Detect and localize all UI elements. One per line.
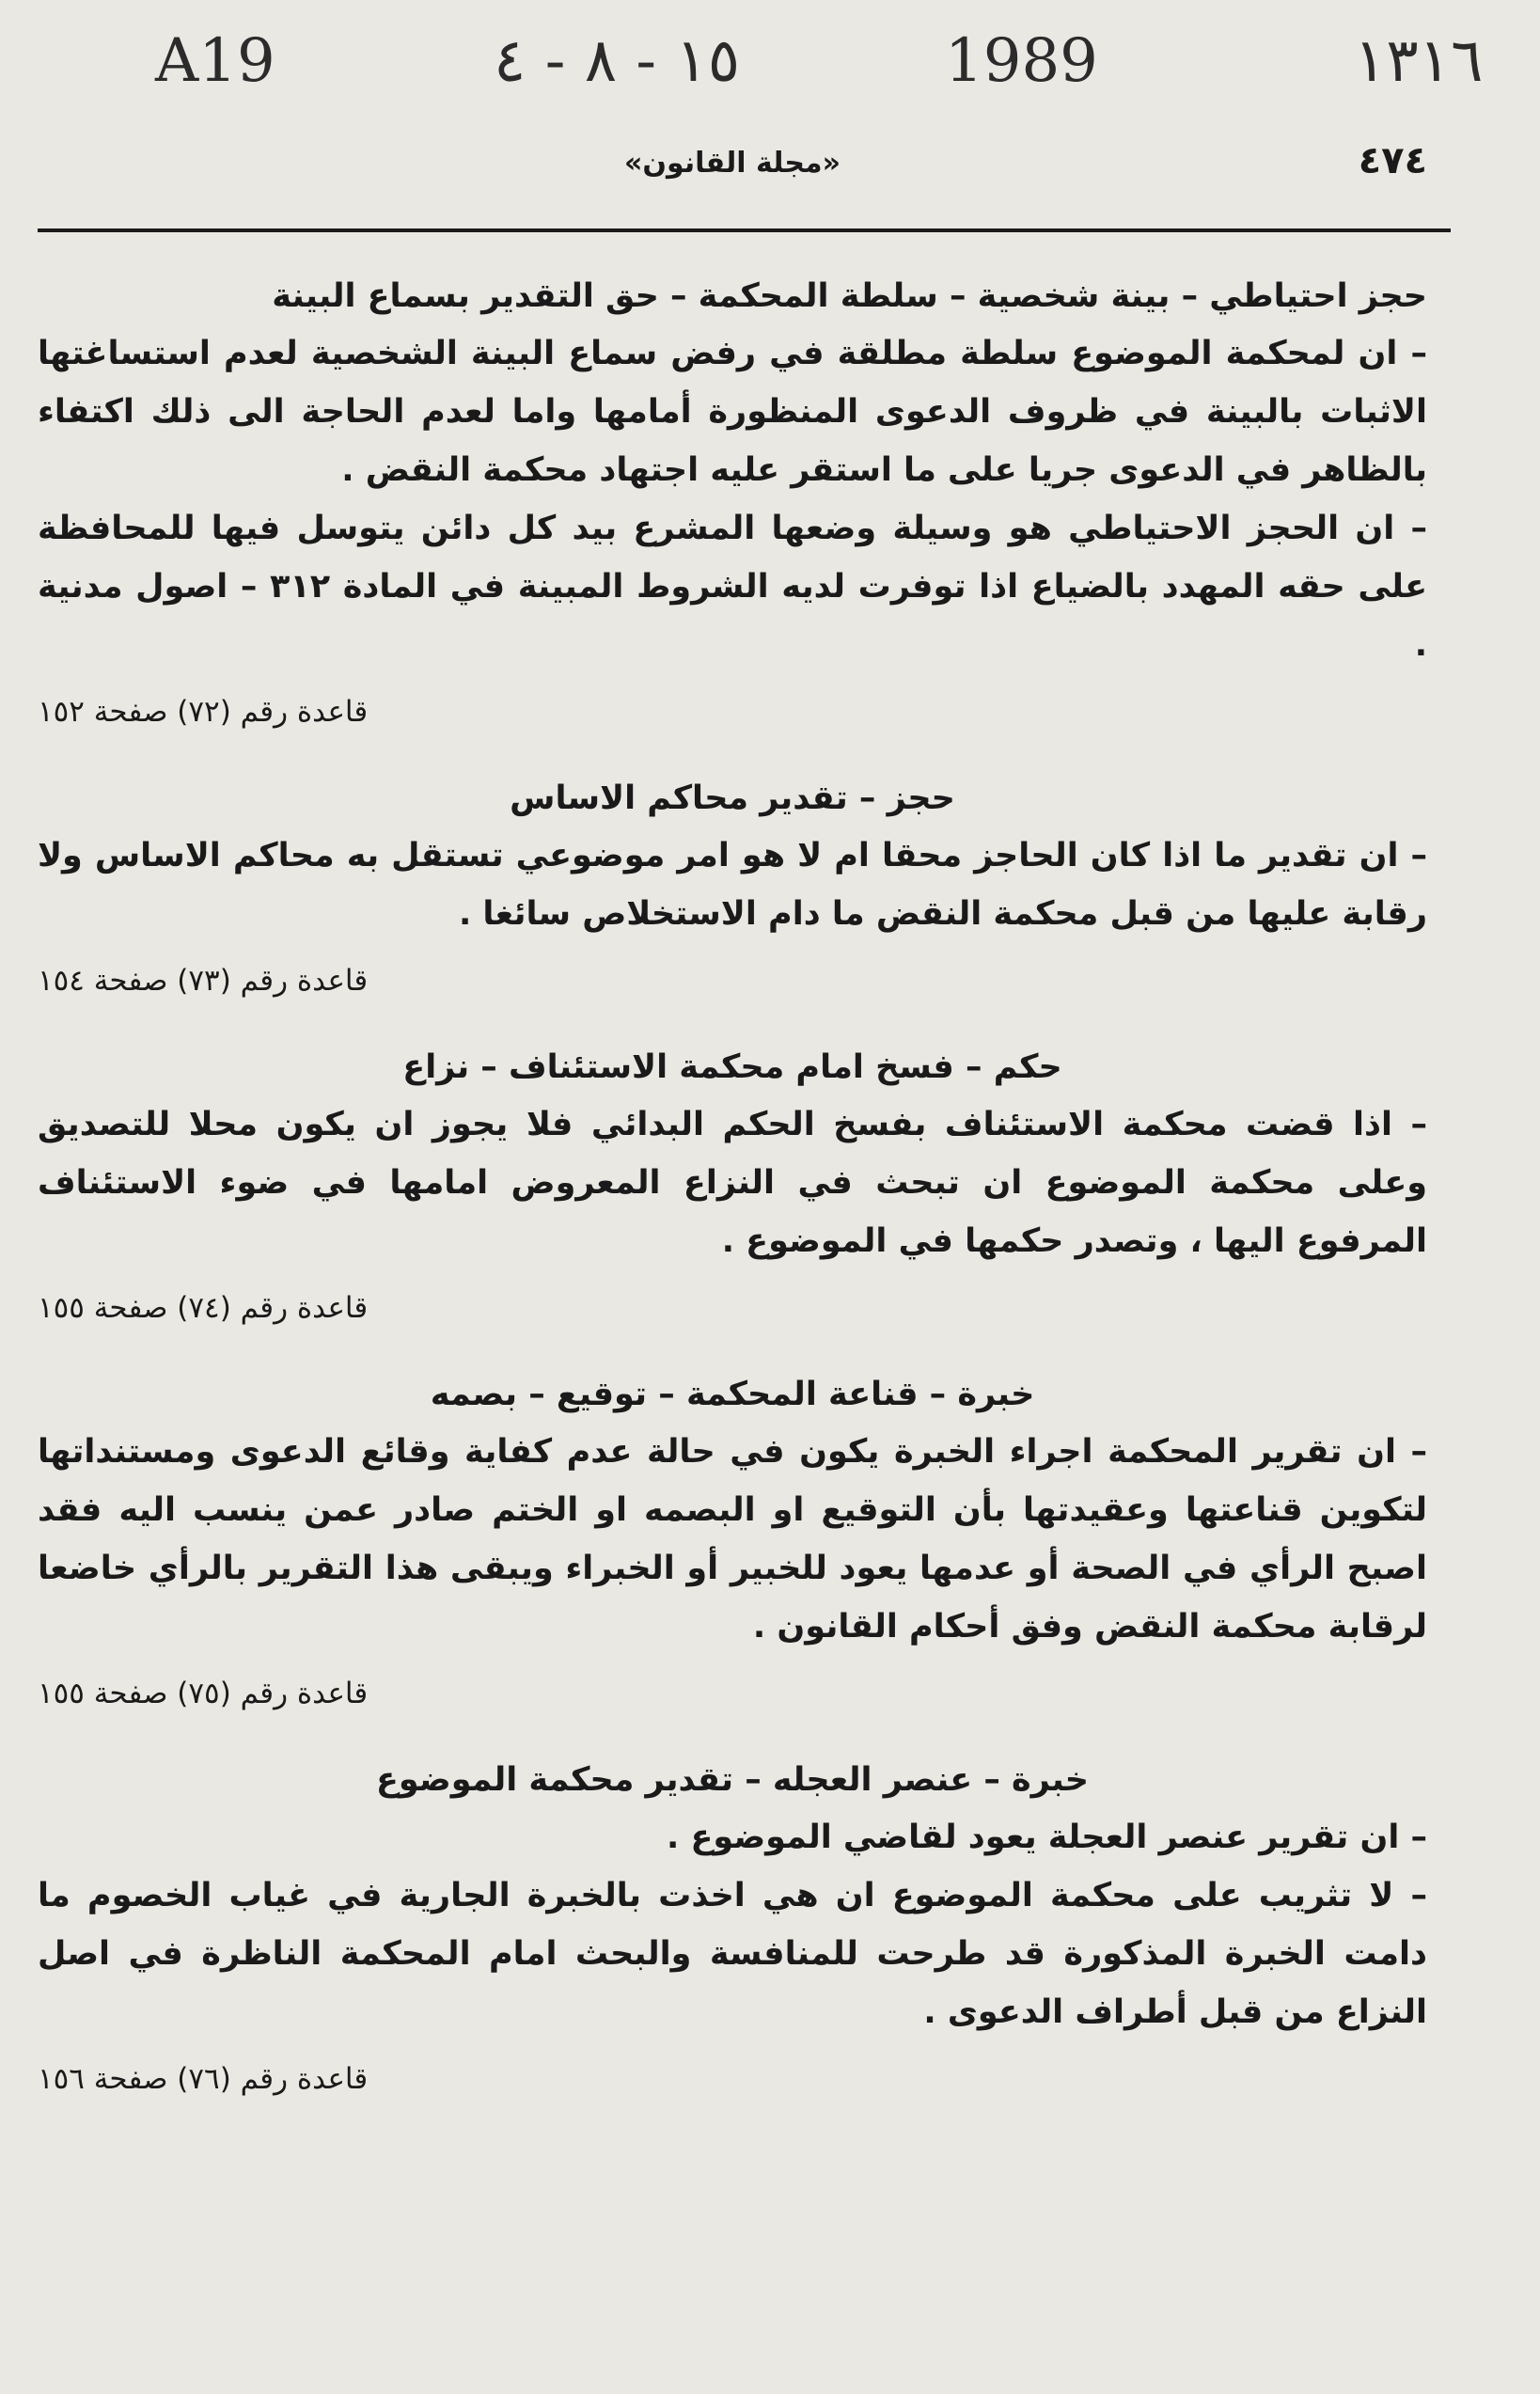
handwritten-number: ١٣١٦ [1354, 26, 1484, 96]
journal-title: «مجلة القانون» [624, 147, 841, 180]
rule-reference: قاعدة رقم (٧٥) صفحة ١٥٥ [38, 1677, 369, 1710]
running-header [38, 139, 1427, 196]
handwritten-year: 1989 [945, 26, 1098, 96]
rulings-list [38, 268, 1427, 2137]
ruling-paragraph: – ان تقرير عنصر العجلة يعود لقاضي الموضوع . [667, 1819, 1427, 1856]
ruling-heading: حكم – فسخ امام محكمة الاستئناف – نزاع [402, 1048, 1062, 1086]
rule-reference: قاعدة رقم (٧٢) صفحة ١٥٢ [38, 695, 369, 729]
ruling-heading: حجز – تقدير محاكم الاساس [510, 780, 955, 817]
ruling-paragraph: – ان تقرير المحكمة اجراء الخبرة يكون في حالة عدم كفاية وقائع الدعوى ومستنداتها لتكوين قناعتها وعقيدتها بأن التوقيع او البصمه او الختم صادر عمن ينسب اليه فقد اصبح الرأي في الصحة أو عدمها يعود للخبير أو الخبراء ويبقى هذا التقرير بالرأي خاضعا لرقابة محكمة النقض وفق أحكام القانون . [38, 1433, 1427, 1646]
ruling-75 [38, 1366, 1427, 1720]
rule-reference: قاعدة رقم (٧٦) صفحة ١٥٦ [38, 2062, 369, 2096]
ruling-heading: خبرة – عنصر العجله – تقدير محكمة الموضوع [376, 1761, 1089, 1799]
ruling-74 [38, 1039, 1427, 1334]
ruling-paragraph: – لا تثريب على محكمة الموضوع ان هي اخذت بالخبرة الجارية في غياب الخصوم ما دامت الخبرة المذكورة قد طرحت للمنافسة والبحث امام المحكمة الناظرة في اصل النزاع من قبل أطراف الدعوى . [38, 1877, 1427, 2031]
rule-reference: قاعدة رقم (٧٣) صفحة ١٥٤ [38, 964, 369, 998]
ruling-paragraph: – ان لمحكمة الموضوع سلطة مطلقة في رفض سماع البينة الشخصية لعدم استساغتها الاثبات بالبينة في ظروف الدعوى المنظورة أمامها واما لعدم الحاجة الى ذلك اكتفاء بالظاهر في الدعوى جريا على ما استقر عليه اجتهاد محكمة النقض . [38, 335, 1427, 489]
handwritten-date: ١٥ - ٨ - ٤ [494, 26, 741, 96]
ruling-paragraph: – ان تقدير ما اذا كان الحاجز محقا ام لا هو امر موضوعي تستقل به محاكم الاساس ولا رقابة عليها من قبل محكمة النقض ما دام الاستخلاص سائغا . [38, 837, 1427, 933]
ruling-paragraph: – اذا قضت محكمة الاستئناف بفسخ الحكم البدائي فلا يجوز ان يكون محلا للتصديق وعلى محكمة الموضوع ان تبحث في النزاع المعروض امامها في ضوء الاستئناف المرفوع اليها ، وتصدر حكمها في الموضوع . [38, 1106, 1427, 1260]
header-rule [38, 228, 1451, 232]
rule-reference: قاعدة رقم (٧٤) صفحة ١٥٥ [38, 1291, 369, 1325]
ruling-76 [38, 1752, 1427, 2105]
handwritten-reference: A19 [155, 26, 275, 96]
page-number: ٤٧٤ [1358, 139, 1427, 182]
ruling-72 [38, 268, 1427, 738]
ruling-paragraph: – ان الحجز الاحتياطي هو وسيلة وضعها المشرع بيد كل دائن يتوسل فيها للمحافظة على حقه المهدد بالضياع اذا توفرت لديه الشروط المبينة في المادة ٣١٢ – اصول مدنية . [38, 510, 1427, 664]
ruling-73 [38, 770, 1427, 1007]
ruling-heading: حجز احتياطي – بينة شخصية – سلطة المحكمة – حق التقدير بسماع البينة [272, 277, 1427, 315]
ruling-heading: خبرة – قناعة المحكمة – توقيع – بصمه [430, 1376, 1035, 1413]
